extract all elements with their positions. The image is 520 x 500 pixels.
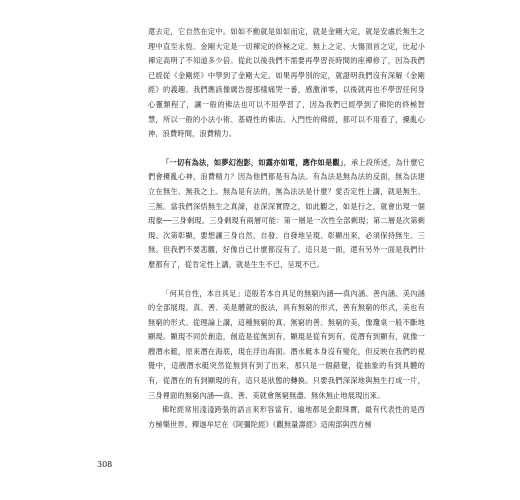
paragraph-2: [148, 156, 425, 273]
paragraph-gap: [148, 142, 425, 156]
paragraph-3: [148, 287, 425, 404]
paragraph-2-quote: 「一切有為法，如夢幻泡影，如露亦如電，應作如是觀」: [162, 157, 344, 167]
paragraph-2-text: ，承上段所述，為什麼它們會擾亂心神，浪費精力？因為他們都是有為法。有為法是無為法的反面，無為法建立在無生、無我之上。無為是有法的，無為法法是什麼？愛否定性上講，就是無生、三無。當我們深悟無生之真諦，並深深實際之，如此觀之，如是行之，就會出現一個現象──三身剩現。三身剩現有兩層可能：第一層是一次性全部剩現；第二層是次第剩現、次第彰顯，要想讓三身自然、自發、自發地呈現、彰顯出來，必須保持無生、三無。但我們不要悲觀，好像自己什麼都沒有了，這只是一面，還有另外一面是我們什麼都有了，從肯定性上講，就是生生不已，呈現不已。: [148, 157, 426, 269]
paragraph-3-text: 「何其自性，本自具足」這般若本自具足的無窮內涵──真內涵、善內涵、美內涵的全部展現。真、善、美是體就的扳法，具有無窮的形式，善有無窮的形式，美也有無窮的形式。從理論上講，這種無窮的真、無窮的善、無窮的美，像瓊桌一般不斷地顯現。顯現不同於創造，創造是從無到有，顯現是從有到有，從潛有到顯有，就像一艘潛水艇，原來潛在海底，現在浮出海面。潛水艇本身沒有變化，但反映在我們的視覺中，這艘潛水艇突然從無到有到了出來，那只是一個錯覺，從抽象的有到具體的有，從潛在的有到顯現的有，這只是狀態的轉換。只要我們深深地與無生打成一片，三身裡面的無窮內涵──真、善、美就會無窮無盡、無休無止地展現出來。: [148, 288, 425, 400]
paragraph-1-text: 還去定，它自然在定中。如如不動就是如如而定，就是金剛大定，就是安處於無生之理中直至永恆。金剛大定是一切禪定的終極之定、無上之定、大傷頂首之定，比起小禪定高明了不知道多少倍。從此以後我們不需要再學習長時間的座禪修了，因為我們已經從《金剛經》中學到了金剛大定。如果再學別的定，就證明我們沒有深解《金剛經》的義趣。我們應該像廣告提那樣痛哭一番，感激涕零，以後就再也不學習任何身心靈類程了，讓一般的佛法也可以不用學習了，因為我們已經學到了佛陀的終極智慧，所以一般的小法小術、基礎性的佛法、入門性的佛經，都可以不用看了，擾亂心神，浪費時間，浪費精力。: [148, 27, 425, 139]
paragraph-1: [148, 25, 425, 142]
paragraph-4: [148, 403, 425, 432]
page-body: [148, 25, 425, 432]
page-number: 308: [97, 460, 113, 469]
paragraph-gap: [148, 273, 425, 287]
paragraph-4-text: 佛陀經常用淺淺跨張的語言來形容當有，遍地都是金銀珠寶，最有代表性的是西方極樂世界。釋迦牟尼在《阿彌陀經》《觀無量壽經》這兩部與西方極: [148, 405, 425, 429]
